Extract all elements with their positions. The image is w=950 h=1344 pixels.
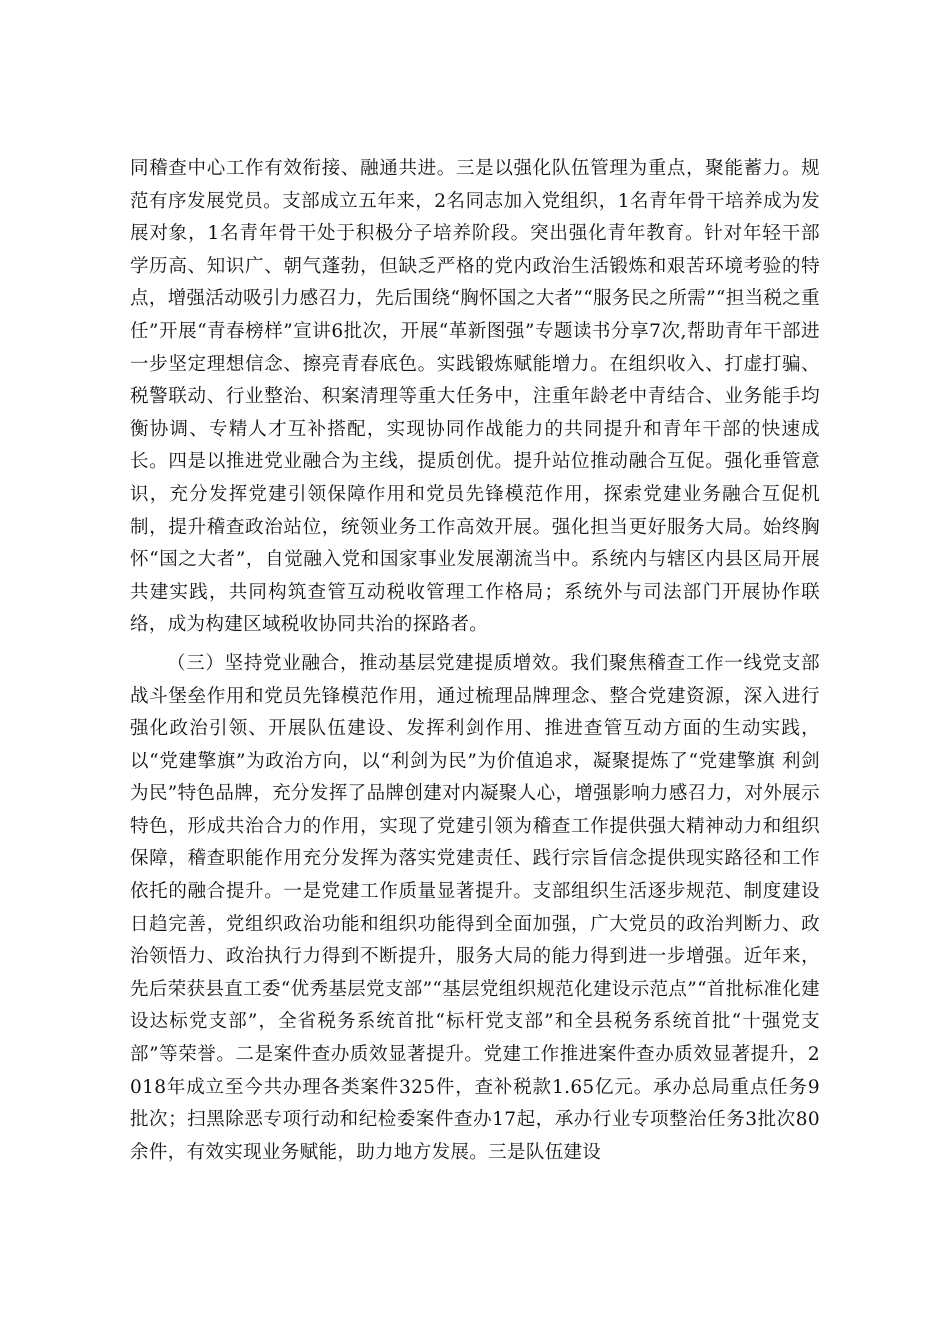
paragraph-2: （三）坚持党业融合，推动基层党建提质增效。我们聚焦稽查工作一线党支部战斗堡垒作用和党员先锋模范作用，通过梳理品牌理念、整合党建资源，深入进行强化政治引领、开展队伍建设、发挥利剑作用、推进查管互动方面的生动实践，以“党建擎旗”为政治方向，以“利剑为民”为价值追求，凝聚提炼了“党建擎旗 利剑为民”特色品牌，充分发挥了品牌创建对内凝聚人心，增强影响力感召力，对外展示特色，形成共治合力的作用，实现了党建引领为稽查工作提供强大精神动力和组织保障，稽查职能作用充分发挥为落实党建责任、践行宗旨信念提供现实路径和工作依托的融合提升。一是党建工作质量显著提升。支部组织生活逐步规范、制度建设日趋完善，党组织政治功能和组织功能得到全面加强，广大党员的政治判断力、政治领悟力、政治执行力得到不断提升，服务大局的能力得到进一步增强。近年来，先后荣获县直工委“优秀基层党支部”“基层党组织规范化建设示范点”“首批标准化建设达标党支部”，全省税务系统首批“标杆党支部”和全县税务系统首批“十强党支部”等荣誉。二是案件查办质效显著提升。党建工作推进案件查办质效显著提升，2018年成立至今共办理各类案件325件，查补税款1.65亿元。承办总局重点任务9批次；扫黑除恶专项行动和纪检委案件查办17起，承办行业专项整治任务3批次80余件，有效实现业务赋能，助力地方发展。三是队伍建设: [130, 652, 820, 1163]
document-body: [130, 153, 820, 1169]
paragraph-1: 同稽查中心工作有效衔接、融通共进。三是以强化队伍管理为重点，聚能蓄力。规范有序发展党员。支部成立五年来，2名同志加入党组织，1名青年骨干培养成为发展对象，1名青年骨干处于积极分子培养阶段。突出强化青年教育。针对年轻干部学历高、知识广、朝气蓬勃，但缺乏严格的党内政治生活锻炼和艰苦环境考验的特点，增强活动吸引力感召力，先后围绕“胸怀国之大者”“服务民之所需”“担当税之重任”开展“青春榜样”宣讲6批次，开展“革新图强”专题读书分享7次,帮助青年干部进一步坚定理想信念、擦亮青春底色。实践锻炼赋能增力。在组织收入、打虚打骗、税警联动、行业整治、积案清理等重大任务中，注重年龄老中青结合、业务能手均衡协调、专精人才互补搭配，实现协同作战能力的共同提升和青年干部的快速成长。四是以推进党业融合为主线，提质创优。提升站位推动融合互促。强化垂管意识，充分发挥党建引领保障作用和党员先锋模范作用，探索党建业务融合互促机制，提升稽查政治站位，统领业务工作高效开展。强化担当更好服务大局。始终胸怀“国之大者”，自觉融入党和国家事业发展潮流当中。系统内与辖区内县区局开展共建实践，共同构筑查管互动税收管理工作格局；系统外与司法部门开展协作联络，成为构建区域税收协同共治的探路者。: [130, 158, 820, 636]
